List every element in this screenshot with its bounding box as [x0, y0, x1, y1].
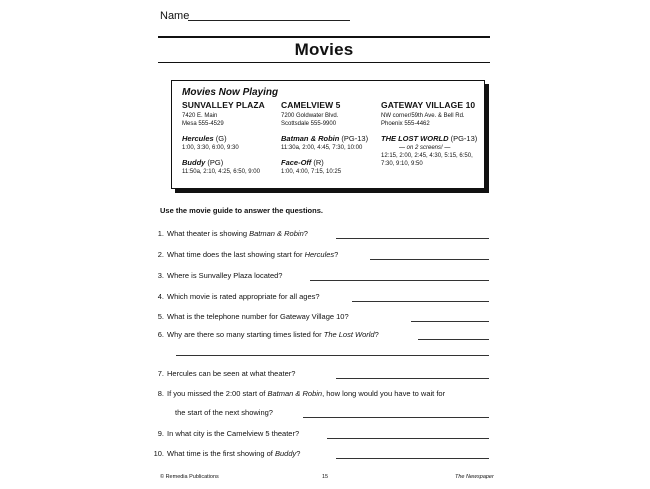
theater-name: SUNVALLEY PLAZA — [182, 100, 265, 110]
answer-line-2[interactable] — [370, 259, 489, 260]
question-number: 2. — [157, 250, 164, 259]
movie-times: 12:15, 2:00, 2:45, 4:30, 5:15, 6:50, 7:30, 9:10, 9:50 — [381, 153, 473, 167]
page-title: Movies — [294, 40, 354, 59]
movie-times: 11:50a, 2:10, 4:25, 6:50, 9:00 — [182, 169, 260, 175]
question-number: 5. — [157, 312, 164, 321]
movie-title: Face-Off — [281, 158, 312, 167]
answer-line-6[interactable] — [418, 339, 489, 340]
question-number: 1. — [157, 229, 164, 238]
movie-times: 1:00, 4:00, 7:15, 10:25 — [281, 169, 342, 175]
movie-listing — [281, 134, 385, 144]
theater-name: CAMELVIEW 5 — [281, 100, 341, 110]
question-2 — [150, 250, 338, 260]
title-bottom-rule — [158, 62, 490, 63]
question-7 — [150, 369, 295, 379]
footer-book-title: The Newspaper — [455, 474, 494, 480]
theater-gateway — [381, 100, 481, 168]
question-10 — [150, 449, 300, 459]
theater-city-phone: Mesa 555-4529 — [182, 121, 224, 127]
theater-sunvalley — [182, 100, 286, 176]
question-text: Hercules can be seen at what theater? — [167, 369, 296, 378]
name-label: Name — [160, 10, 190, 22]
question-number: 7. — [157, 369, 164, 378]
movie-rating: (PG-13) — [448, 134, 478, 143]
question-number: 6. — [157, 330, 164, 339]
question-text: Where is Sunvalley Plaza located? — [167, 271, 283, 280]
movie-rating: (R) — [311, 158, 324, 167]
movie-rating: (PG-13) — [339, 134, 369, 143]
movie-times: 1:00, 3:30, 6:00, 9:30 — [182, 145, 239, 151]
answer-line-5[interactable] — [411, 321, 489, 322]
answer-line-1[interactable] — [336, 238, 489, 239]
theater-city-phone: Phoenix 555-4462 — [381, 121, 430, 127]
answer-line-4[interactable] — [352, 301, 489, 302]
question-text-end: ? — [296, 449, 301, 458]
question-text: Which movie is rated appropriate for all ages? — [167, 292, 320, 301]
question-3 — [150, 271, 282, 281]
answer-line-9[interactable] — [327, 438, 489, 439]
answer-line-7[interactable] — [336, 378, 489, 379]
answer-line-3[interactable] — [310, 280, 489, 281]
question-text-end: ? — [334, 250, 339, 259]
question-text: What is the telephone number for Gateway Village 10? — [167, 312, 349, 321]
question-number: 10. — [153, 449, 164, 458]
question-emphasis: The Lost World — [323, 330, 375, 339]
footer-publisher: © Remedia Publications — [160, 474, 219, 480]
answer-line-8[interactable] — [303, 417, 489, 418]
movie-listing — [281, 158, 385, 168]
theater-address: 7420 E. Main — [182, 113, 218, 119]
question-text: What time does the last showing start for — [167, 250, 305, 259]
question-text-end: ? — [374, 330, 379, 339]
name-answer-line[interactable] — [188, 20, 350, 21]
movie-title: Hercules — [182, 134, 214, 143]
question-8-continued: the start of the next showing? — [175, 408, 273, 417]
question-number: 3. — [157, 271, 164, 280]
theater-camelview — [281, 100, 385, 176]
movie-rating: (PG) — [205, 158, 224, 167]
title-top-rule — [158, 36, 490, 38]
movie-listing — [381, 134, 481, 144]
question-text: What time is the first showing of — [167, 449, 275, 458]
question-emphasis: Batman & Robin — [267, 389, 323, 398]
question-1 — [150, 229, 308, 239]
movie-title: Batman & Robin — [281, 134, 340, 143]
question-emphasis: Buddy — [274, 449, 297, 458]
movie-rating: (G) — [213, 134, 227, 143]
movie-times: 11:30a, 2:00, 4:45, 7:30, 10:00 — [281, 145, 363, 151]
theater-city-phone: Scottsdale 555-9900 — [281, 121, 337, 127]
movie-note: — on 2 screens! — — [399, 145, 451, 151]
question-emphasis: Batman & Robin — [249, 229, 304, 238]
footer-page-number: 15 — [322, 474, 329, 480]
question-number: 8. — [157, 389, 164, 398]
movie-title: Buddy — [182, 158, 206, 167]
theater-address: 7200 Goldwater Blvd. — [281, 113, 339, 119]
question-8 — [150, 389, 445, 399]
question-9 — [150, 429, 299, 439]
question-5 — [150, 312, 349, 322]
instructions: Use the movie guide to answer the questions. — [160, 206, 323, 215]
answer-line-6b[interactable] — [176, 355, 489, 356]
question-text: In what city is the Camelview 5 theater? — [167, 429, 300, 438]
theater-name: GATEWAY VILLAGE 10 — [381, 100, 476, 110]
answer-line-10[interactable] — [336, 458, 489, 459]
question-text: If you missed the 2:00 start of — [167, 389, 268, 398]
question-text: Why are there so many starting times listed for — [167, 330, 324, 339]
movie-guide-box — [171, 80, 485, 189]
question-number: 4. — [157, 292, 164, 301]
question-emphasis: Hercules — [304, 250, 335, 259]
movie-listing — [182, 158, 286, 168]
movie-listing — [182, 134, 286, 144]
question-text-end: , how long would you have to wait for — [322, 389, 446, 398]
question-text-end: ? — [303, 229, 308, 238]
movie-title: THE LOST WORLD — [381, 134, 449, 143]
guide-heading: Movies Now Playing — [182, 87, 279, 98]
question-text: What theater is showing — [167, 229, 250, 238]
question-number: 9. — [157, 429, 164, 438]
question-4 — [150, 292, 320, 302]
theater-address: NW corner/59th Ave. & Bell Rd. — [381, 113, 465, 119]
question-6 — [150, 330, 379, 340]
